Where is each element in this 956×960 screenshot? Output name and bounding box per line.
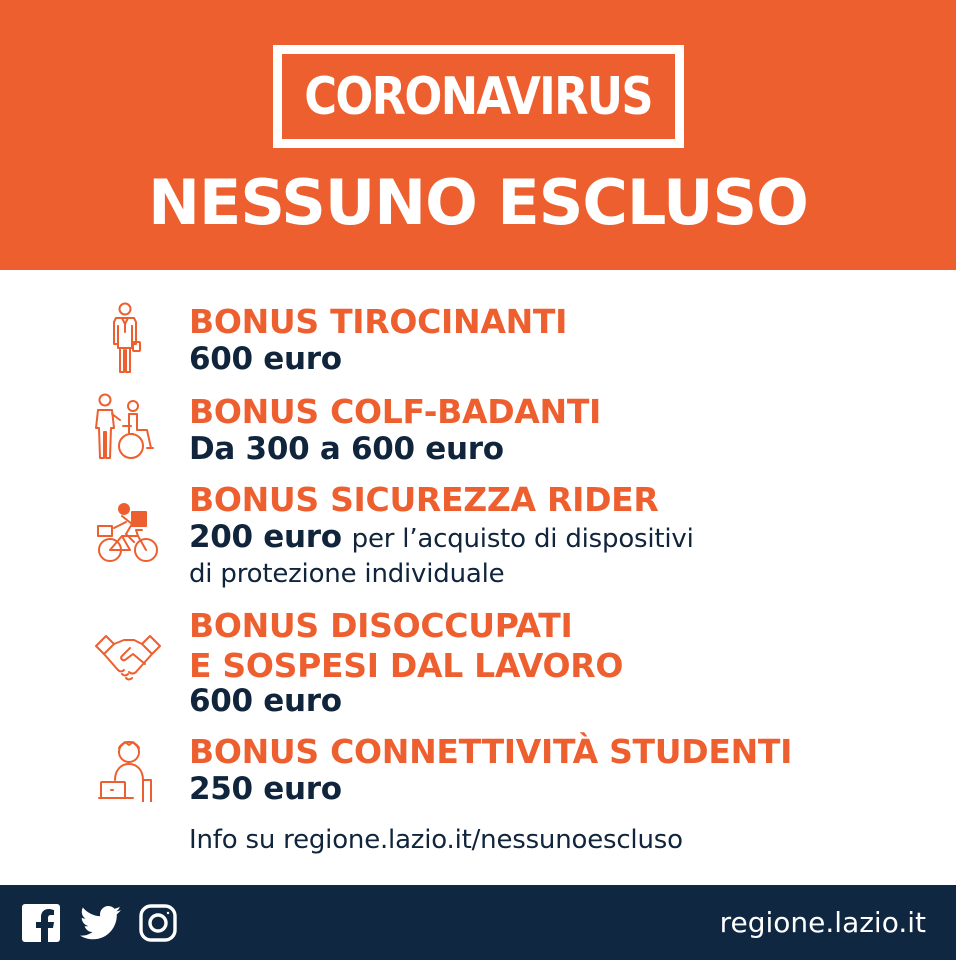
bonus-amount-value: 600 euro [189, 341, 342, 377]
bonus-amount-value: 600 euro [189, 683, 342, 719]
bonus-title: BONUS CONNETTIVITÀ STUDENTI [189, 732, 793, 771]
bonus-amount [189, 770, 342, 808]
delivery-rider-bicycle-icon [96, 502, 160, 566]
bonus-item-sicurezza-rider [0, 478, 956, 596]
bonus-amount [189, 518, 694, 558]
header-banner [0, 0, 956, 270]
bonus-item-disoccupati [0, 604, 956, 722]
bonus-title-line-2: E SOSPESI DAL LAVORO [189, 646, 624, 685]
bonus-note: per l’acquisto di dispositivi [351, 524, 694, 554]
bonus-title: BONUS SICUREZZA RIDER [189, 480, 659, 519]
handshake-icon [94, 626, 162, 688]
bonus-title: BONUS COLF-BADANTI [189, 392, 602, 431]
info-link[interactable]: Info su regione.lazio.it/nessunoescluso [189, 825, 683, 855]
coronavirus-badge [273, 45, 684, 148]
bonus-item-tirocinanti [0, 300, 956, 380]
student-laptop-icon [97, 736, 159, 802]
intern-person-icon [107, 302, 143, 376]
bonus-amount-value: Da 300 a 600 euro [189, 431, 504, 467]
bonus-amount-value: 200 euro [189, 519, 342, 555]
caregiver-wheelchair-icon [93, 392, 161, 462]
badge-text: CORONAVIRUS [304, 66, 653, 127]
bonus-title [189, 606, 623, 686]
bonus-amount [189, 682, 342, 720]
instagram-icon[interactable] [139, 904, 177, 942]
twitter-icon[interactable] [80, 904, 122, 942]
bonus-detail: di protezione individuale [189, 559, 505, 589]
bonus-amount-value: 250 euro [189, 771, 342, 807]
bonus-amount [189, 340, 342, 378]
bonus-title: BONUS TIROCINANTI [189, 302, 568, 341]
bonus-item-colf-badanti [0, 388, 956, 470]
footer-bar [0, 885, 956, 960]
headline: NESSUNO ESCLUSO [148, 166, 808, 239]
bonus-amount [189, 430, 504, 468]
bonus-item-connettivita-studenti [0, 730, 956, 812]
bonus-title-line-1: BONUS DISOCCUPATI [189, 606, 573, 645]
footer-site-link[interactable]: regione.lazio.it [719, 906, 926, 939]
facebook-icon[interactable] [22, 904, 60, 942]
